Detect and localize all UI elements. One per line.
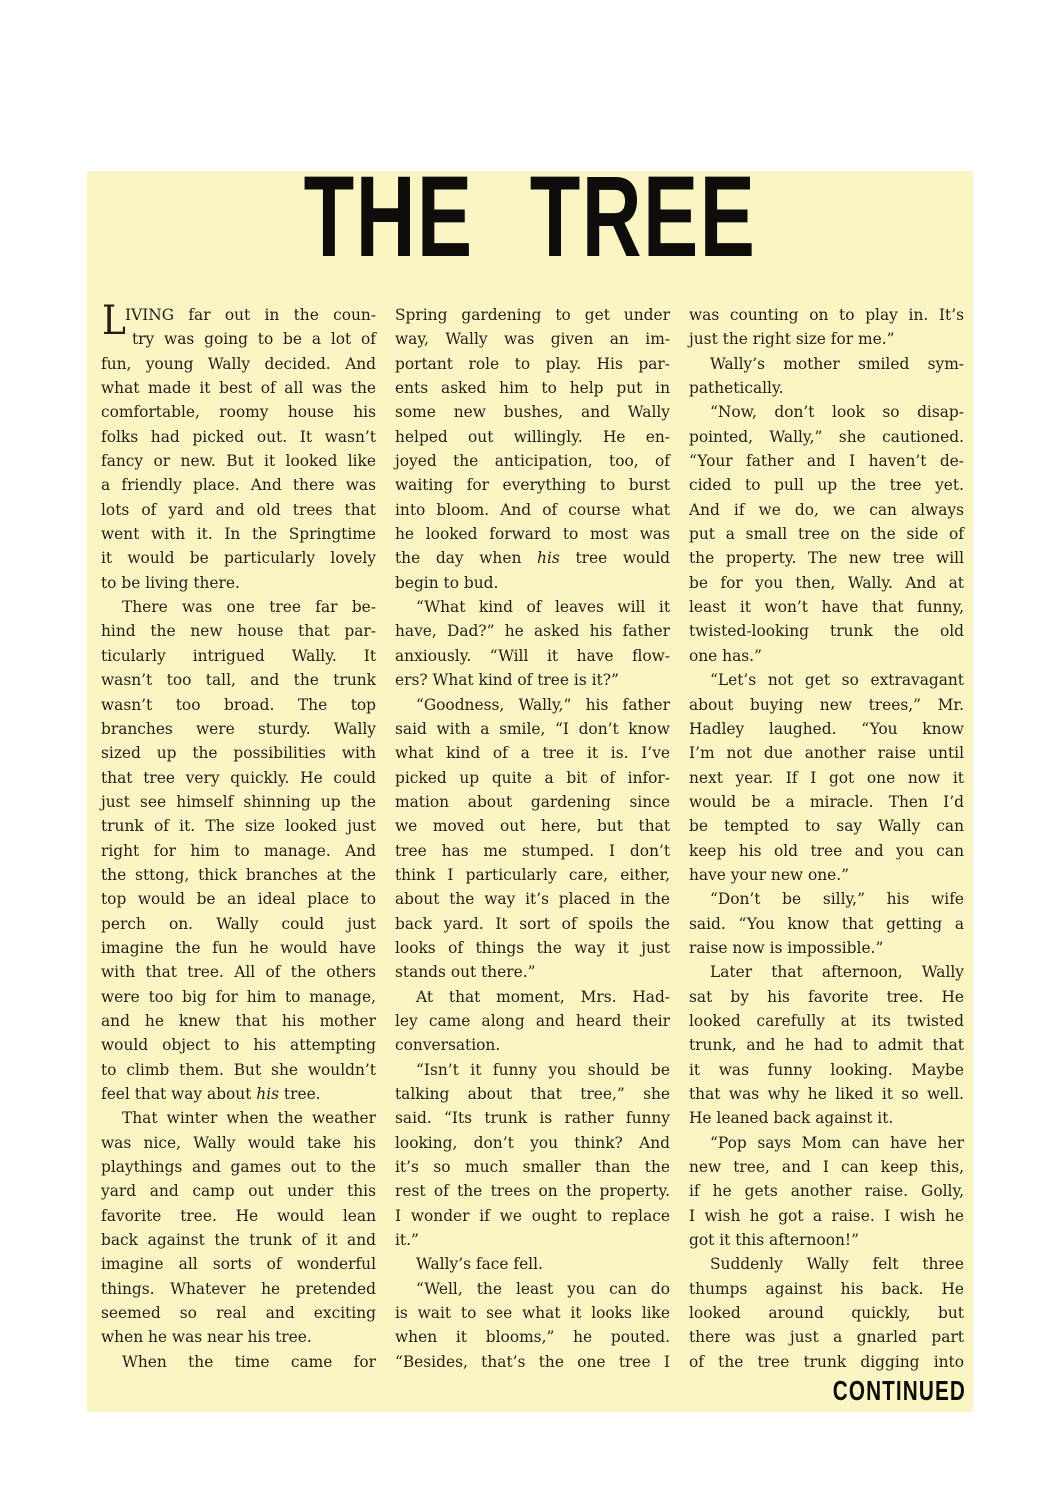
paragraph [101, 1106, 376, 1349]
text-line: Suddenly Wally felt three [710, 1255, 964, 1274]
text-line: was counting on to play in. It’s [689, 306, 964, 324]
text-line: he looked forward to most was [395, 525, 670, 544]
text-line: I wish he got a raise. I wish he [689, 1206, 964, 1225]
text-line: portant role to play. His par- [395, 354, 670, 373]
paragraph [395, 1058, 670, 1253]
text-line: to be living there. [101, 573, 240, 592]
paragraph [689, 352, 964, 401]
text-line: And if we do, we can always [689, 500, 964, 519]
story-title: THE TREE [303, 153, 757, 281]
text-line: what made it best of all was the [101, 379, 376, 398]
text-line: thumps against his back. He [689, 1279, 964, 1298]
text-line: it.” [395, 1231, 419, 1250]
text-line: tree has me stumped. I don’t [395, 841, 670, 860]
text-line: pointed, Wally,” she cautioned. [689, 427, 964, 446]
text-line: fancy or new. But it looked like [101, 452, 376, 471]
text-line: back yard. It sort of spoils the [395, 914, 670, 933]
text-line: would be a miracle. Then I’d [689, 792, 964, 811]
text-line: branches were sturdy. Wally [101, 719, 376, 738]
text-line: keep his old tree and you can [689, 841, 964, 860]
text-line: we moved out here, but that [395, 817, 670, 836]
text-line: way, Wally was given an im- [395, 330, 670, 349]
text-line: if he gets another raise. Golly, [689, 1182, 964, 1201]
text-line: I’m not due another raise until [689, 744, 964, 763]
text-line: talking about that tree,” she [395, 1085, 670, 1103]
text-line: I wonder if we ought to replace [395, 1206, 670, 1225]
text-line: picked up quite a bit of infor- [395, 768, 670, 787]
text-line: next year. If I got one now it [689, 768, 964, 787]
text-line: waiting for everything to burst [395, 476, 670, 495]
text-line: There was one tree far be- [122, 598, 376, 617]
text-line: wasn’t too broad. The top [101, 695, 376, 714]
text-line: helped out willingly. He en- [395, 427, 670, 446]
text-line: be tempted to say Wally can [689, 817, 964, 836]
paragraph [395, 693, 670, 985]
text-line: perch on. Wally could just [101, 914, 376, 933]
text-line: sat by his favorite tree. He [689, 987, 964, 1006]
text-line: the property. The new tree will [689, 549, 964, 568]
story-columns [87, 263, 973, 1374]
text-line: think I particularly care, either, [395, 865, 670, 884]
text-line: looks of things the way it just [395, 938, 670, 957]
text-line: “Besides, that’s the one tree I [395, 1352, 670, 1371]
text-line: put a small tree on the side of [689, 525, 964, 544]
text-line: feel that way about his tree. [101, 1085, 321, 1103]
text-line: ticularly intrigued Wally. It [101, 646, 376, 665]
text-line: it’s so much smaller than the [395, 1158, 670, 1177]
text-line: the sttong, thick branches at the [101, 865, 376, 884]
paragraph [395, 595, 670, 692]
text-line: playthings and games out to the [101, 1158, 376, 1177]
text-line: Wally’s mother smiled sym- [710, 354, 964, 373]
story-panel [87, 153, 973, 1412]
text-line: said. “Its trunk is rather funny [395, 1109, 670, 1128]
text-line: pathetically. [689, 379, 784, 398]
text-line: right for him to manage. And [101, 841, 376, 860]
text-line: about the way it’s placed in the [395, 890, 670, 909]
text-column [689, 303, 964, 1374]
text-line: things. Whatever he pretended [101, 1279, 376, 1298]
text-column [101, 298, 376, 1374]
text-line: least it won’t have that funny, [689, 598, 964, 617]
text-line: said with a smile, “I don’t know [395, 719, 670, 738]
text-line: yard and camp out under this [101, 1182, 376, 1201]
text-line: conversation. [395, 1036, 501, 1055]
paragraph [101, 595, 376, 1106]
text-line: begin to bud. [395, 573, 499, 592]
text-line: ley came along and heard their [395, 1011, 670, 1030]
text-line: have, Dad?” he asked his father [395, 622, 670, 641]
text-line: looking, don’t you think? And [395, 1133, 670, 1152]
paragraph [689, 400, 964, 668]
text-line: there was just a gnarled part [689, 1328, 964, 1347]
text-line: Spring gardening to get under [395, 306, 670, 324]
paragraph [395, 303, 670, 595]
text-line: trunk of it. The size looked just [101, 817, 376, 836]
text-line: one has.” [689, 646, 762, 665]
text-line: “Isn’t it funny you should be [416, 1060, 670, 1079]
text-line: into bloom. And of course what [395, 500, 670, 519]
text-line: a friendly place. And there was [101, 476, 376, 495]
text-line: comfortable, roomy house his [101, 403, 376, 422]
text-line: what kind of a tree it is. I’ve [395, 744, 670, 763]
text-line: got it this afternoon!” [689, 1231, 859, 1250]
text-line: seemed so real and exciting [101, 1304, 376, 1323]
text-line: when it blooms,” he pouted. [395, 1328, 670, 1347]
text-line: That winter when the weather [122, 1109, 376, 1128]
text-line: ents asked him to help put in [395, 379, 670, 398]
paragraph [689, 960, 964, 1130]
text-line: top would be an ideal place to [101, 890, 376, 909]
text-line: imagine the fun he would have [101, 938, 376, 957]
text-line: mation about gardening since [395, 792, 670, 811]
text-line: hind the new house that par- [101, 622, 376, 641]
text-line: “Now, don’t look so disap- [710, 403, 964, 422]
text-line: IVING far out in the coun- [125, 306, 376, 324]
text-line: Later that afternoon, Wally [710, 963, 964, 982]
paragraph [101, 298, 376, 595]
text-line: He leaned back against it. [689, 1109, 894, 1128]
text-line: joyed the anticipation, too, of [395, 452, 670, 471]
text-line: were too big for him to manage, [101, 987, 376, 1006]
text-line: “Let’s not get so extravagant [710, 671, 964, 690]
text-line: some new bushes, and Wally [395, 403, 670, 422]
text-line: “Pop says Mom can have her [710, 1133, 964, 1152]
paragraph [689, 668, 964, 887]
paragraph [101, 1350, 376, 1374]
text-line: looked carefully at its twisted [689, 1011, 964, 1030]
text-line: try was going to be a lot of [132, 330, 376, 349]
text-line: anxiously. “Will it have flow- [395, 646, 670, 665]
text-line: new tree, and I can keep this, [689, 1158, 964, 1177]
text-line: just see himself shinning up the [101, 792, 376, 811]
text-line: imagine all sorts of wonderful [101, 1255, 376, 1274]
text-line: Hadley laughed. “You know [689, 719, 964, 738]
text-line: folks had picked out. It wasn’t [101, 427, 376, 446]
text-line: have your new one.” [689, 865, 850, 884]
text-line: went with it. In the Springtime [101, 525, 376, 544]
text-line: “Goodness, Wally,” his father [416, 695, 670, 714]
text-line: wasn’t too tall, and the trunk [101, 671, 376, 690]
text-line: “Don’t be silly,” his wife [710, 890, 964, 909]
text-line: “What kind of leaves will it [416, 598, 670, 617]
text-line: just the right size for me.” [689, 330, 895, 349]
text-line: back against the trunk of it and [101, 1231, 376, 1250]
text-line: “Your father and I haven’t de- [689, 452, 964, 471]
text-line: with that tree. All of the others [101, 963, 376, 982]
paragraph [689, 1131, 964, 1253]
text-line: about buying new trees,” Mr. [689, 695, 964, 714]
text-line: When the time came for [122, 1352, 376, 1371]
paragraph [395, 985, 670, 1058]
text-line: rest of the trees on the property. [395, 1182, 670, 1201]
text-line: it was funny looking. Maybe [689, 1060, 964, 1079]
text-line: it would be particularly lovely [101, 549, 376, 568]
text-line: sized up the possibilities with [101, 744, 376, 763]
text-line: At that moment, Mrs. Had- [416, 987, 670, 1006]
text-line: favorite tree. He would lean [101, 1206, 376, 1225]
text-column [395, 303, 670, 1374]
text-line: said. “You know that getting a [689, 914, 964, 933]
paragraph [395, 1252, 670, 1276]
text-line: cided to pull up the tree yet. [689, 476, 964, 495]
text-line: Wally’s face fell. [416, 1255, 543, 1274]
text-line: looked around quickly, but [689, 1304, 964, 1323]
text-line: is wait to see what it looks like [395, 1304, 670, 1323]
text-line: fun, young Wally decided. And [101, 354, 376, 373]
text-line: when he was near his tree. [101, 1328, 312, 1347]
paragraph [395, 1277, 670, 1374]
drop-cap: L [102, 298, 126, 344]
text-line: lots of yard and old trees that [101, 500, 376, 519]
text-line: “Well, the least you can do [416, 1279, 670, 1298]
continued-label: CONTINUED [832, 1375, 966, 1406]
paragraph [689, 303, 964, 352]
text-line: ers? What kind of tree is it?” [395, 671, 619, 690]
paragraph [689, 887, 964, 960]
text-line: trunk, and he had to admit that [689, 1036, 964, 1055]
text-line: raise now is impossible.” [689, 938, 884, 957]
text-line: was nice, Wally would take his [101, 1133, 376, 1152]
text-line: the day when his tree would [395, 549, 671, 568]
text-line: that was why he liked it so well. [689, 1085, 964, 1103]
text-line: to climb them. But she wouldn’t [101, 1060, 376, 1079]
text-line: stands out there.” [395, 963, 536, 982]
text-line: would object to his attempting [101, 1036, 376, 1055]
text-line: of the tree trunk digging into [689, 1352, 964, 1371]
paragraph [689, 1252, 964, 1374]
text-line: and he knew that his mother [101, 1011, 376, 1030]
text-line: be for you then, Wally. And at [689, 573, 964, 592]
text-line: that tree very quickly. He could [101, 768, 376, 787]
text-line: twisted-looking trunk the old [689, 622, 964, 641]
